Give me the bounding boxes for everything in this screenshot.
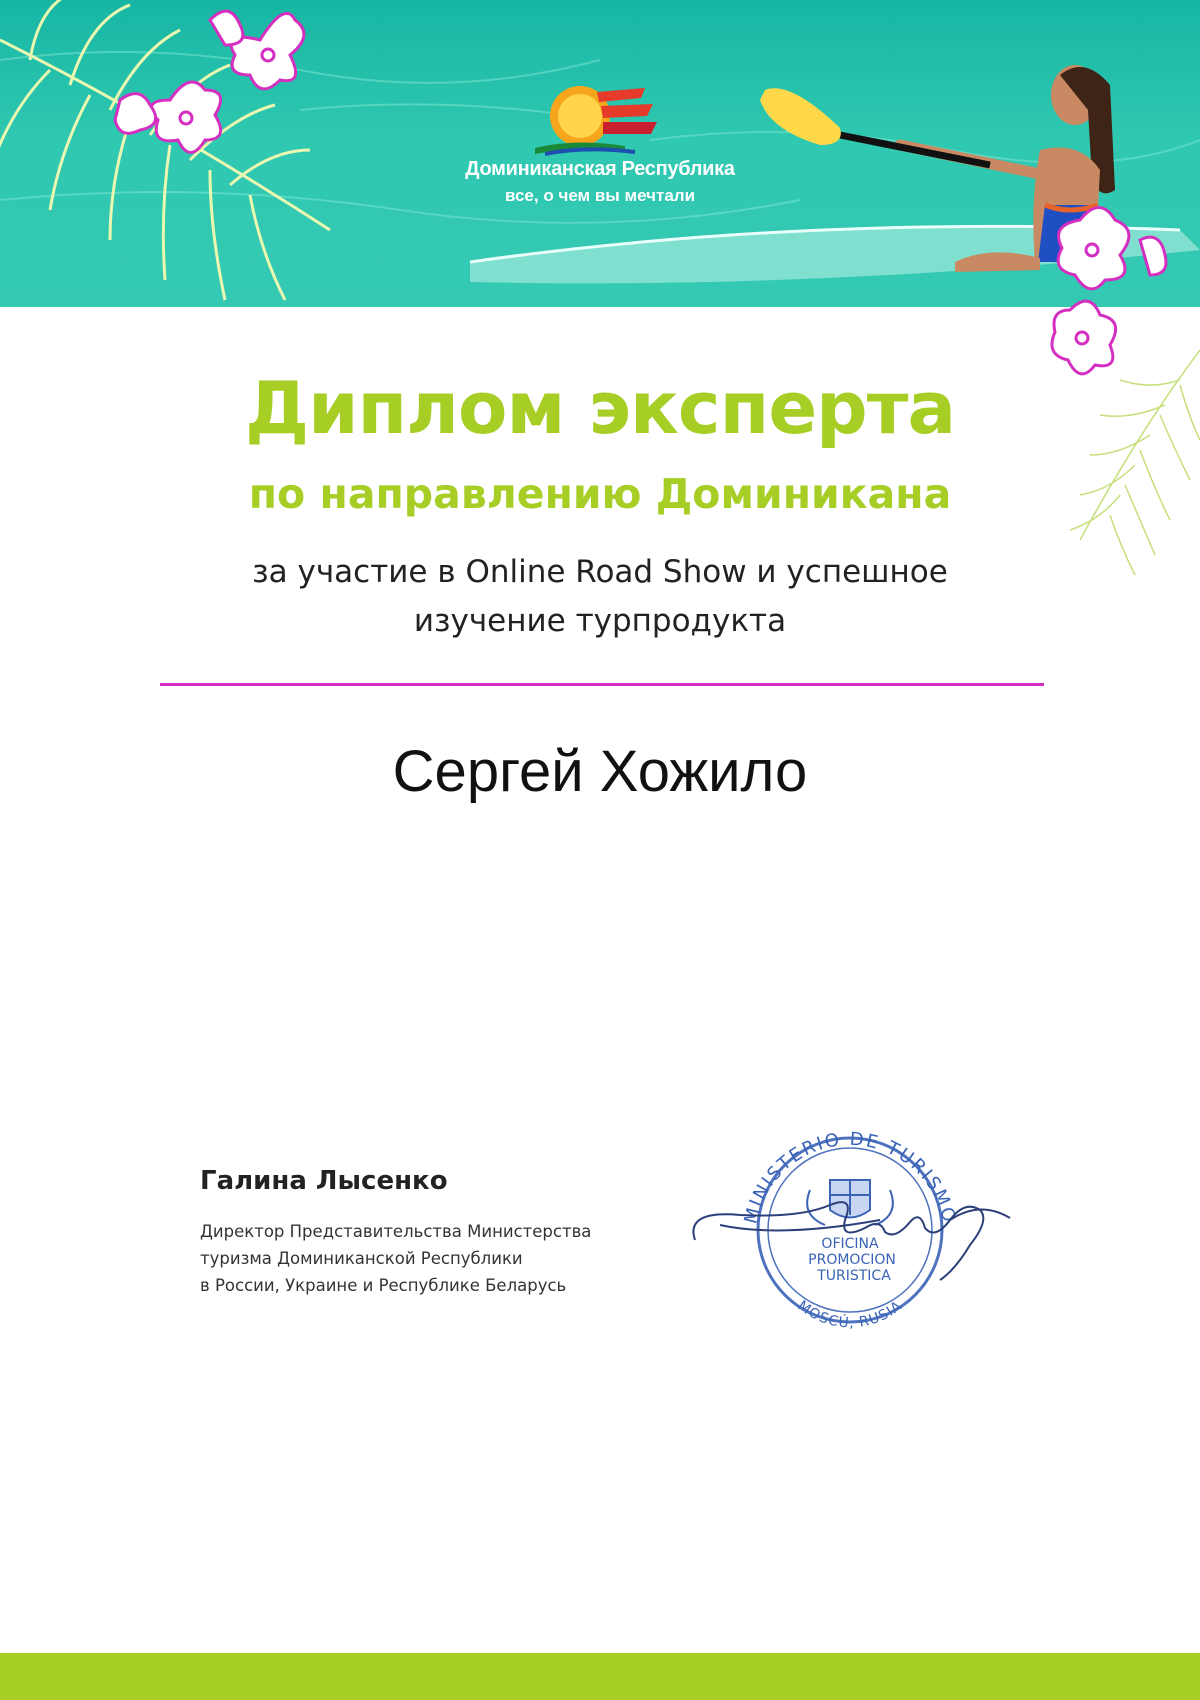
logo-slogan: все, о чем вы мечтали xyxy=(504,186,696,205)
signer-position xyxy=(200,1218,640,1299)
sun-logo-icon xyxy=(535,80,665,158)
stamp-ring-text: MINISTERIO DE TURISMO xyxy=(740,1128,960,1226)
signer-position-line: туризма Доминиканской Республики xyxy=(200,1249,523,1268)
signer-position-line: Директор Представительства Министерства xyxy=(200,1222,592,1241)
diploma-title: Диплом эксперта xyxy=(244,366,956,450)
award-reason-line: за участие в Online Road Show и успешное xyxy=(252,554,948,590)
coat-of-arms-icon xyxy=(807,1180,893,1225)
divider-line xyxy=(160,683,1044,686)
official-stamp-with-signature xyxy=(680,1100,1040,1340)
recipient-name: Сергей Хожило xyxy=(392,739,808,804)
signer-name: Галина Лысенко xyxy=(200,1166,448,1196)
logo-country-name: Доминиканская Республика xyxy=(465,158,735,180)
award-reason-line: изучение турпродукта xyxy=(413,603,787,639)
stamp-center-line: TURISTICA xyxy=(817,1268,891,1284)
stamp-bottom-text: MOSCÚ, RUSIA xyxy=(794,1297,906,1332)
footer-bar xyxy=(0,1653,1200,1700)
diploma-subtitle: по направлению Доминикана xyxy=(248,470,952,518)
flower-decoration xyxy=(90,0,330,180)
signer-position-line: в России, Украине и Республике Беларусь xyxy=(200,1276,567,1295)
header-banner xyxy=(0,0,1200,307)
stamp-center-line: PROMOCION xyxy=(808,1252,896,1268)
stamp-center-line: OFICINA xyxy=(821,1236,879,1252)
award-reason xyxy=(200,548,1000,646)
brand-logo xyxy=(440,80,760,220)
